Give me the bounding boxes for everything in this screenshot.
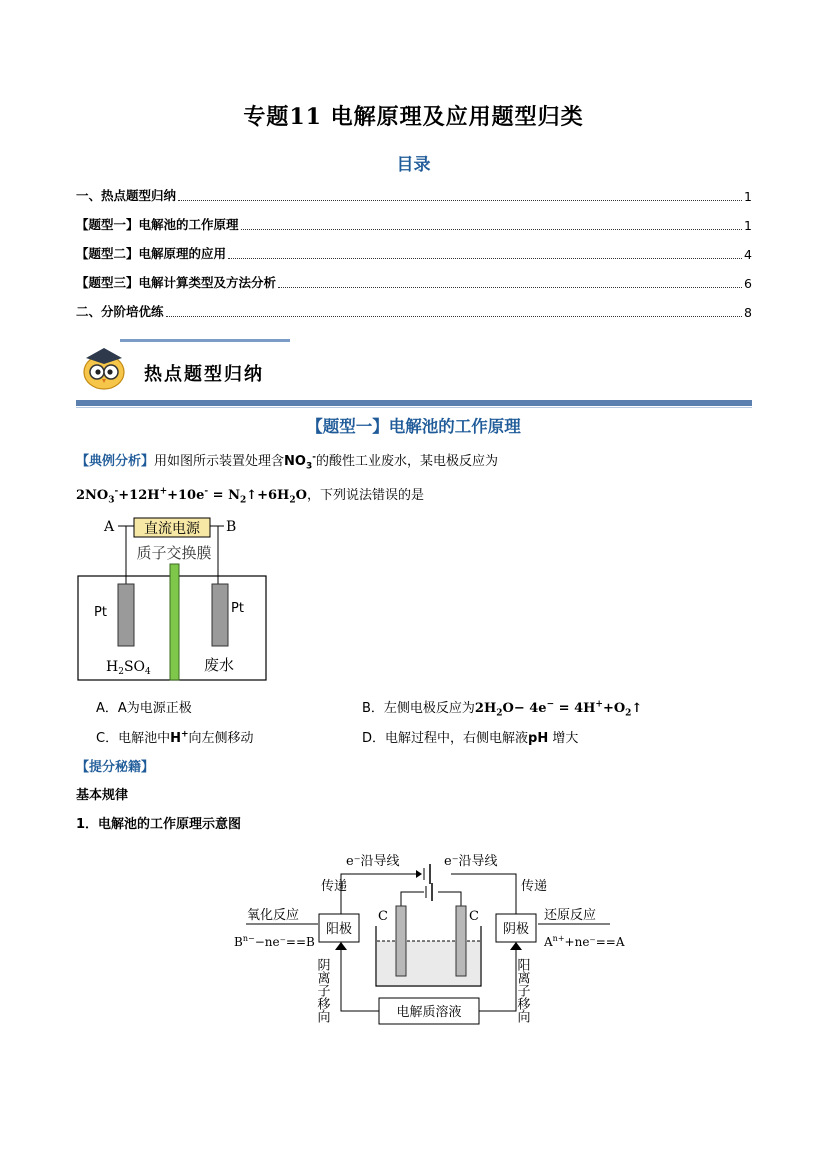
toc-item[interactable] <box>76 302 752 320</box>
toc-item[interactable] <box>76 186 752 204</box>
option-a[interactable]: A．A为电源正极 <box>96 701 192 716</box>
left-equation: $B^{n-}-ne^-==B$ <box>234 934 315 949</box>
section-title: 【题型一】电解池的工作原理 <box>306 417 521 436</box>
toc-item-label: 二、分阶培优练 <box>76 304 164 319</box>
right-solution-label: 废水 <box>204 656 235 674</box>
toc-leader <box>241 229 743 230</box>
tips-tag: 【提分秘籍】 <box>76 760 155 775</box>
page-title: 专题11 电解原理及应用题型归类 <box>243 104 584 130</box>
example-tag: 【典例分析】 <box>76 454 155 469</box>
label-a: A <box>104 519 115 535</box>
electrode-c2-label: C <box>469 909 479 924</box>
power-supply-label: 直流电源 <box>144 521 200 537</box>
toc-page: 1 <box>744 189 752 204</box>
electrolysis-cell-figure <box>76 514 276 686</box>
toc-page: 8 <box>744 305 752 320</box>
toc-leader <box>278 287 742 288</box>
toc-leader <box>178 200 742 201</box>
example-equation: $2NO_3^-+12H^++10e^-$ = $N_2↑+6H_2O$，下列说法错误的是 <box>76 486 424 506</box>
toc-heading: 目录 <box>396 155 431 175</box>
toc-item-label: 【题型一】电解池的工作原理 <box>76 217 239 232</box>
anode-label: 阳极 <box>325 922 353 937</box>
cathode-label: 阴极 <box>502 922 530 937</box>
electrolysis-principle-diagram <box>226 846 636 1030</box>
banner-accent <box>120 339 290 342</box>
anion-move-label: 阴离子移向 <box>314 958 330 1023</box>
banner-divider <box>76 400 752 406</box>
toc-item[interactable] <box>76 244 752 262</box>
pt-right-label: Pt <box>231 601 244 616</box>
right-equation: $A^{n+}+ne^-==A$ <box>544 934 625 949</box>
owl-icon <box>80 344 128 392</box>
item-1-heading: 1．电解池的工作原理示意图 <box>76 817 242 832</box>
wire-left-label: e⁻沿导线 <box>346 854 400 869</box>
electrolyte-label: 电解质溶液 <box>396 1005 462 1020</box>
transfer-left-top: 传递 <box>321 879 348 894</box>
banner-divider-thin <box>76 407 752 408</box>
example-intro: 【典例分析】用如图所示装置处理含$NO_3^-$的酸性工业废水，某电极反应为 <box>76 452 498 472</box>
toc-page: 6 <box>744 276 752 291</box>
option-d[interactable]: D．电解过程中，右侧电解液pH 增大 <box>362 731 579 746</box>
left-solution-label: $H_2SO_4$ <box>106 659 151 677</box>
option-b[interactable]: B．左侧电极反应为$2H_2O- 4e^-$ = $4H^++O_2↑$ <box>362 699 643 719</box>
oxidation-label: 氧化反应 <box>247 908 300 923</box>
pt-left-label: Pt <box>94 605 107 620</box>
basic-rules-heading: 基本规律 <box>76 788 129 803</box>
electrode-c1-label: C <box>378 909 388 924</box>
toc-item-label: 【题型二】电解原理的应用 <box>76 246 227 261</box>
wire-right-label: e⁻沿导线 <box>444 854 498 869</box>
cation-move-label: 阳离子移向 <box>514 958 530 1023</box>
toc-item-label: 一、热点题型归纳 <box>76 188 177 203</box>
toc-item-label: 【题型三】电解计算类型及方法分析 <box>76 275 277 290</box>
label-b: B <box>226 519 237 535</box>
option-c[interactable]: C．电解池中H+向左侧移动 <box>96 729 254 746</box>
banner-title: 热点题型归纳 <box>144 364 264 385</box>
toc-item[interactable] <box>76 273 752 291</box>
toc-page: 1 <box>744 218 752 233</box>
toc-leader <box>228 258 742 259</box>
toc-item[interactable] <box>76 215 752 233</box>
transfer-right-top: 传递 <box>521 879 548 894</box>
toc-page: 4 <box>744 247 752 262</box>
membrane-label: 质子交换膜 <box>136 544 212 562</box>
toc-leader <box>166 316 743 317</box>
reduction-label: 还原反应 <box>544 908 597 923</box>
